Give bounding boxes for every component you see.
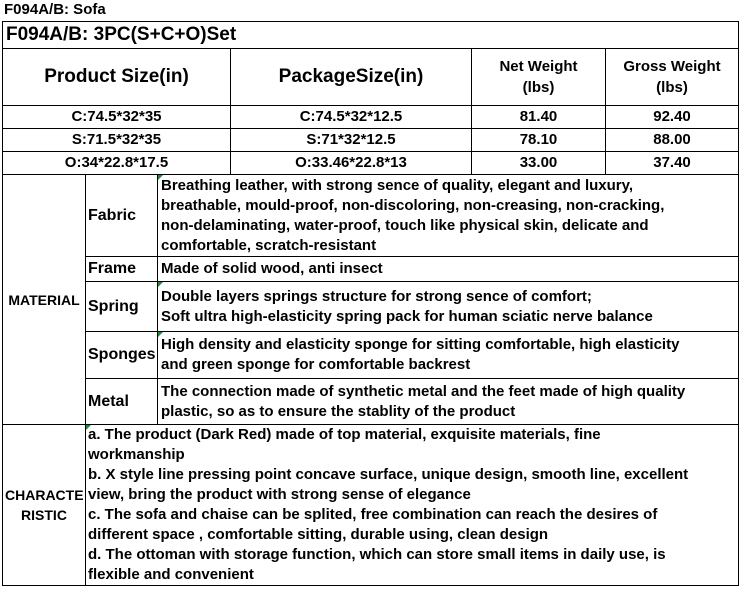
- label-line: RISTIC: [21, 507, 67, 523]
- package-size-cell: C:74.5*32*12.5: [231, 106, 472, 129]
- material-metal-text: [158, 379, 739, 425]
- text-line: workmanship: [88, 446, 185, 463]
- text-line: a. The product (Dark Red) made of top material, exquisite materials, fine: [88, 426, 601, 443]
- text-line: c. The sofa and chaise can be splited, free combination can reach the desires of: [88, 506, 658, 523]
- text-line: The connection made of synthetic metal and the feet made of high quality: [161, 382, 686, 400]
- text-line: High density and elasticity sponge for sitting comfortable, high elasticity: [161, 336, 680, 353]
- gross-weight-cell: 37.40: [606, 152, 739, 175]
- net-weight-cell: 33.00: [472, 152, 606, 175]
- material-fabric-text: [158, 175, 739, 257]
- material-spring-label: Spring: [86, 282, 158, 332]
- page-title: F094A/B: Sofa: [4, 1, 106, 18]
- header-package-size: PackageSize(in): [231, 49, 472, 106]
- text-line: plastic, so as to ensure the stablity of the product: [161, 402, 516, 420]
- header-net-weight: [472, 49, 606, 106]
- characteristic-label: [3, 425, 86, 586]
- net-weight-unit: (lbs): [522, 79, 555, 96]
- text-line: Soft ultra high-elasticity spring pack for human sciatic nerve balance: [161, 307, 653, 325]
- text-line: b. X style line pressing point concave surface, unique design, smooth line, excellent: [88, 466, 689, 483]
- material-frame-text: Made of solid wood, anti insect: [158, 257, 739, 282]
- set-title: F094A/B: 3PC(S+C+O)Set: [3, 22, 739, 49]
- product-size-cell: C:74.5*32*35: [3, 106, 231, 129]
- net-weight-label: Net Weight: [499, 58, 578, 75]
- header-gross-weight: [606, 49, 739, 106]
- text-line: Breathing leather, with strong sence of quality, elegant and luxury,: [161, 176, 634, 194]
- material-metal-label: Metal: [86, 379, 158, 425]
- text-line: non-delaminating, water-proof, touch like physical skin, delicate and: [161, 216, 649, 234]
- material-spring-text: [158, 282, 739, 332]
- gross-weight-label: Gross Weight: [623, 58, 721, 75]
- material-sponges-label: Sponges: [86, 332, 158, 379]
- text-line: comfortable, scratch-resistant: [161, 236, 377, 254]
- package-size-cell: S:71*32*12.5: [231, 129, 472, 152]
- text-line: different space , comfortable sitting, durable using, clean design: [88, 526, 549, 543]
- text-line: and green sponge for comfortable backrest: [161, 356, 471, 373]
- table-row: [3, 106, 739, 129]
- product-size-cell: S:71.5*32*35: [3, 129, 231, 152]
- material-sponges-text: [158, 332, 739, 379]
- material-fabric-label: Fabric: [86, 175, 158, 257]
- text-line: view, bring the product with strong sense of elegance: [88, 486, 471, 503]
- text-line: breathable, mould-proof, non-discoloring, non-creasing, non-cracking,: [161, 196, 665, 214]
- product-size-cell: O:34*22.8*17.5: [3, 152, 231, 175]
- header-product-size: Product Size(in): [3, 49, 231, 106]
- material-label: MATERIAL: [3, 175, 86, 425]
- table-row: [3, 152, 739, 175]
- gross-weight-cell: 92.40: [606, 106, 739, 129]
- text-line: Double layers springs structure for strong sence of comfort;: [161, 287, 592, 305]
- package-size-cell: O:33.46*22.8*13: [231, 152, 472, 175]
- net-weight-cell: 78.10: [472, 129, 606, 152]
- material-frame-label: Frame: [86, 257, 158, 282]
- text-line: flexible and convenient: [88, 566, 254, 583]
- gross-weight-cell: 88.00: [606, 129, 739, 152]
- text-line: d. The ottoman with storage function, which can store small items in daily use, is: [88, 546, 666, 563]
- gross-weight-unit: (lbs): [656, 79, 688, 96]
- table-row: [3, 129, 739, 152]
- label-line: CHARACTE: [5, 487, 84, 503]
- spec-table: [2, 21, 739, 586]
- characteristic-text: [86, 425, 739, 586]
- net-weight-cell: 81.40: [472, 106, 606, 129]
